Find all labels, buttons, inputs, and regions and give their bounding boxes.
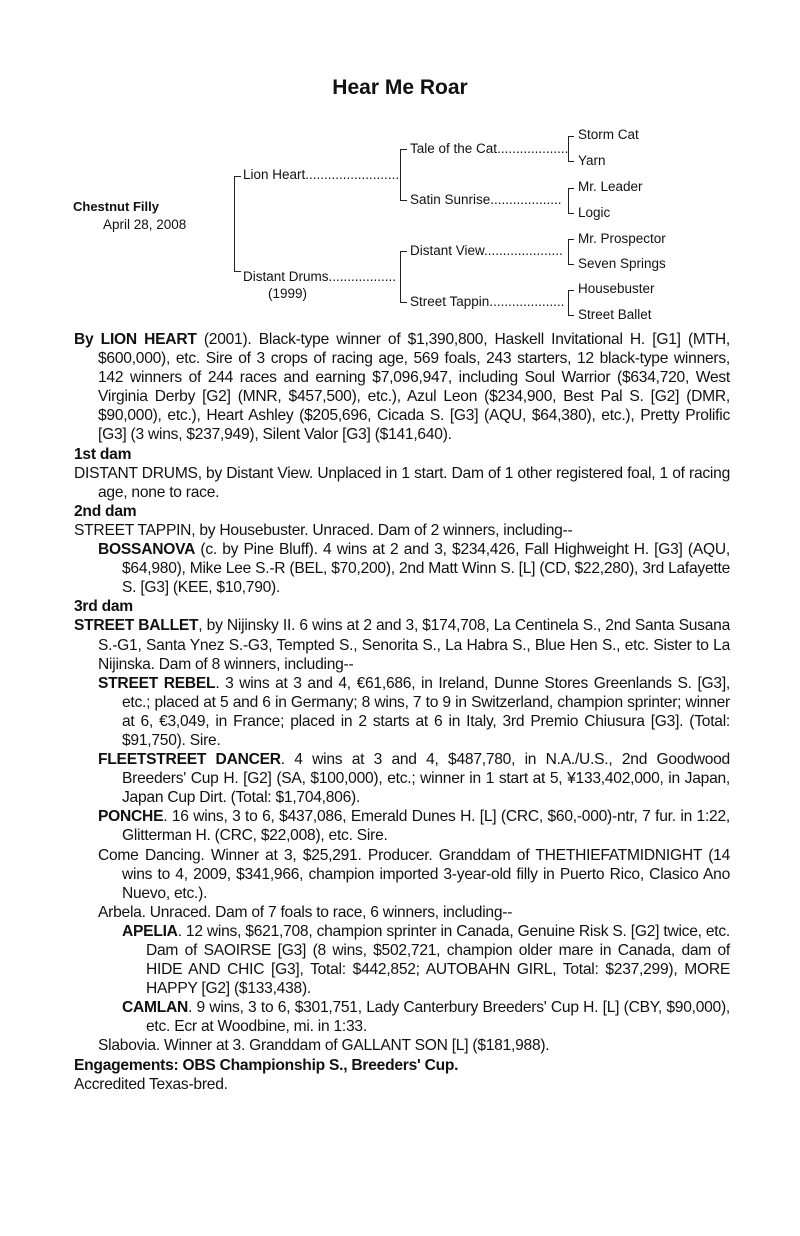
- sire-sire-name: Tale of the Cat...................: [410, 141, 569, 156]
- ancestor-g5: Mr. Prospector: [578, 231, 666, 246]
- third-dam-heading: 3rd dam: [74, 598, 133, 616]
- produce-come-dancing: Come Dancing. Winner at 3, $25,291. Producer. Granddam of THETHIEFATMIDNIGHT (14 wins to 4, 2009, $341,966, champion imported 3-year-old filly in Puerto Rico, Clasico Ano Nuevo, etc.).: [98, 846, 730, 902]
- produce-apelia: APELIA. 12 wins, $621,708, champion sprinter in Canada, Genuine Risk S. [G2] twice, etc. Dam of SAOIRSE [G3] (8 wins, $502,721, champion older mare in Canada, dam of HIDE AND CHIC [G3], Total: $442,852; AUTOBAHN GIRL, Total: $237,299), MORE HAPPY [G2] ($133,438).: [122, 922, 730, 998]
- dam-name: Distant Drums..................: [243, 269, 397, 284]
- first-dam-paragraph: DISTANT DRUMS, by Distant View. Unplaced in 1 start. Dam of 1 other registered foal, 1 of racing age, none to race.: [74, 464, 730, 501]
- first-dam-heading: 1st dam: [74, 445, 132, 463]
- produce-fleetstreet-dancer: FLEETSTREET DANCER. 4 wins at 3 and 4, $487,780, in N.A./U.S., 2nd Goodwood Breeders' Cup H. [G2] (SA, $100,000), etc.; winner in 1 start at 5, ¥133,402,000, in Japan, Japan Cup Dirt. (Total: $1,704,806).: [98, 751, 730, 807]
- ancestor-g6: Seven Springs: [578, 256, 666, 271]
- produce-ponche: PONCHE. 16 wins, 3 to 6, $437,086, Emerald Dunes H. [L] (CRC, $60,-000)-ntr, 7 fur. in 1:22, Glitterman H. (CRC, $22,008), etc. Sire.: [98, 808, 730, 845]
- page-title: Hear Me Roar: [332, 76, 468, 99]
- subject-foaled: April 28, 2008: [103, 217, 187, 232]
- dam-dam-name: Street Tappin....................: [410, 294, 565, 309]
- ancestor-g4: Logic: [578, 205, 611, 220]
- third-dam-paragraph: STREET BALLET, by Nijinsky II. 6 wins at 2 and 3, $174,708, La Centinela S., 2nd Santa Susana S.-G1, Santa Ynez S.-G3, Tempted S., Senorita S., La Habra S., Blue Hen S., etc. Sister to La Nijinska. Dam of 8 winners, including--: [74, 617, 730, 673]
- sire-paragraph: By LION HEART (2001). Black-type winner of $1,390,800, Haskell Invitational H. [G1] (MTH, $600,000), etc. Sire of 3 crops of racing age, 569 foals, 243 starters, 12 black-type winners, 142 winners of 244 races and earning $7,096,947, including Soul Warrior ($634,720, West Virginia Derby [G2] (MNR, $457,500), etc.), Azul Leon ($234,900, Best Pal S. [G2] (DMR, $90,000), etc.), Heart Ashley ($205,696, Cicada S. [G3] (AQU, $64,380), etc.), Pretty Prolific [G3] (3 wins, $237,949), Silent Valor [G3] ($141,640).: [74, 331, 730, 444]
- sire-dam-name: Satin Sunrise...................: [410, 192, 562, 207]
- second-dam-heading: 2nd dam: [74, 502, 137, 520]
- accredited-note: Accredited Texas-bred.: [74, 1075, 228, 1093]
- dam-sire-name: Distant View.....................: [410, 243, 563, 258]
- produce-street-rebel: STREET REBEL. 3 wins at 3 and 4, €61,686, in Ireland, Dunne Stores Greenlands S. [G3], etc.; placed at 5 and 6 in Germany; 8 wins, 7 to 9 in Switzerland, champion sprinter; winner at 6, €3,049, in France; placed in 2 starts at 6 in Italy, 3rd Premio Chiusura [G3]. (Total: $91,750). Sire.: [98, 674, 730, 749]
- subject-sex: Chestnut Filly: [73, 199, 159, 214]
- ancestor-g1: Storm Cat: [578, 127, 639, 142]
- ancestor-g8: Street Ballet: [578, 307, 652, 322]
- ancestor-g7: Housebuster: [578, 281, 655, 296]
- produce-bossanova: BOSSANOVA (c. by Pine Bluff). 4 wins at 2 and 3, $234,426, Fall Highweight H. [G3] (AQU, $64,980), Mike Lee S.-R (BEL, $70,200), 2nd Matt Winn S. [L] (CD, $22,280), 3rd Lafayette S. [G3] (KEE, $10,790).: [98, 541, 730, 597]
- ancestor-g2: Yarn: [578, 153, 606, 168]
- produce-camlan: CAMLAN. 9 wins, 3 to 6, $301,751, Lady Canterbury Breeders' Cup H. [L] (CBY, $90,000), etc. Ecr at Woodbine, mi. in 1:33.: [122, 999, 730, 1036]
- catalog-page-body: [74, 330, 730, 1094]
- second-dam-paragraph: STREET TAPPIN, by Housebuster. Unraced. Dam of 2 winners, including--: [74, 521, 573, 539]
- ancestor-g3: Mr. Leader: [578, 179, 643, 194]
- engagements: Engagements: OBS Championship S., Breeders' Cup.: [74, 1056, 459, 1074]
- sire-name: Lion Heart.........................: [243, 167, 400, 182]
- produce-arbela: Arbela. Unraced. Dam of 7 foals to race, 6 winners, including--: [98, 903, 513, 921]
- produce-slabovia: Slabovia. Winner at 3. Granddam of GALLANT SON [L] ($181,988).: [98, 1037, 550, 1055]
- dam-year: (1999): [268, 286, 308, 301]
